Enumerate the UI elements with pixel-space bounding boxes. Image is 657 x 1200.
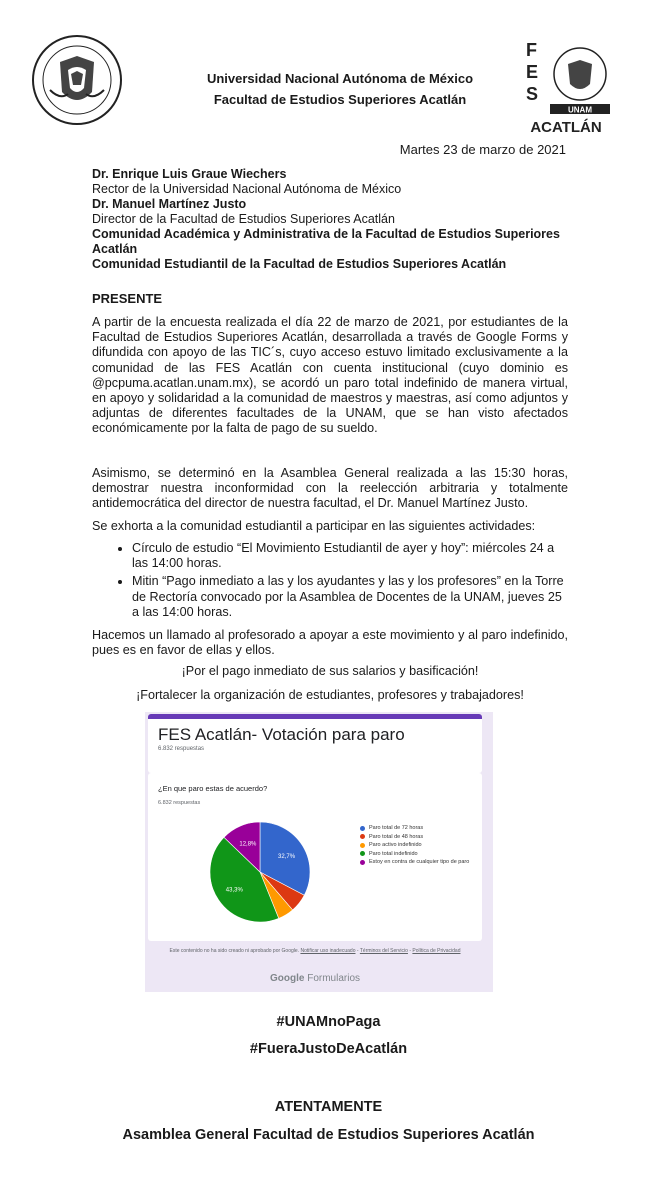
legend-label: Paro total de 48 horas [369,833,424,840]
legend-swatch [360,851,365,856]
recipient-name: Dr. Enrique Luis Graue Wiechers [92,167,287,181]
slogan: ¡Por el pago inmediato de sus salarios y basificación! [181,664,479,678]
recipients-block [92,167,572,272]
report-abuse-link[interactable]: Notificar uso inadecuado [300,948,356,954]
hashtag: #UNAMnoPaga [276,1014,381,1030]
closing: ATENTAMENTE [274,1099,383,1115]
chart-legend [360,824,470,867]
paragraph-exhort: Se exhorta a la comunidad estudiantil a participar en las siguientes actividades: [92,519,536,533]
legend-item [360,841,470,850]
fes-logo-letter-e: E [526,62,539,82]
activity-item: • Círculo de estudio “El Movimiento Estudiantil de ayer y hoy”: miércoles 24 a las 14:00 horas. [132,541,568,571]
fes-logo-letter-f: F [526,40,537,60]
google-wordmark: Google [269,973,305,984]
legend-swatch [360,860,365,865]
legend-label: Paro total de 72 horas [369,825,424,831]
legend-swatch [360,843,365,848]
legend-label: Paro total indefinido [369,850,418,857]
chart-question: ¿En que paro estas de acuerdo? [158,784,268,793]
activities-list [92,541,568,623]
legend-item [360,850,470,859]
slogan: ¡Fortalecer la organización de estudiantes, profesores y trabajadores! [136,688,524,702]
footer-disclaimer: Este contenido no ha sido creado ni aprobado por Google. [169,948,300,954]
signature: Asamblea General Facultad de Estudios Superiores Acatlán [122,1127,535,1143]
form-response-count: 6.832 respuestas [158,746,205,752]
paragraph-assembly: Asimismo, se determinó en la Asamblea General realizada a las 15:30 horas, demostrar nuestra inconformidad con la reelección arbitraria y totalmente antidemocrática del director de nuestra facultad, el Dr. Manuel Martínez Justo. [92,466,568,511]
paragraph-call: Hacemos un llamado al profesorado a apoyar a este movimiento y al paro indefinido, pues es en favor de ellas y ellos. [92,628,568,658]
recipient-community: Comunidad Académica y Administrativa de la Facultad de Estudios Superiores Acatlán [92,227,560,256]
fes-logo-letter-s: S [526,84,539,104]
pie-data-label: 43,3% [225,887,243,894]
fes-logo-campus: ACATLÁN [530,119,602,136]
university-name: Universidad Nacional Autónoma de México [206,71,474,86]
terms-link[interactable]: Términos del Servicio [359,948,408,954]
pie-chart [200,812,320,932]
recipient-name: Dr. Manuel Martínez Justo [92,197,247,211]
fes-logo-unam: UNAM [568,105,592,115]
fes-acatlan-logo [520,36,612,136]
legend-item [360,858,470,867]
faculty-name: Facultad de Estudios Superiores Acatlán [213,92,467,107]
paragraph-survey: A partir de la encuesta realizada el día 22 de marzo de 2021, por estudiantes de la Facultad de Estudios Superiores Acatlán, desarrollada a través de Google Forms y difundida con apoyo de las TIC´s, cuyo acceso estuvo limitado exclusivamente a la comunidad de las FES Acatlán con cuenta institucional (cuyo dominio es @pcpuma.acatlan.unam.mx), se acordó un paro total indefinido de manera virtual, en apoyo y solidaridad a la comunidad de maestros y maestras, así como adjuntos y adjuntas de diferentes facultades de la UNAM, que se han visto afectados económicamente por la falta de pago de su sueldo. [92,315,568,436]
hashtag: #FueraJustoDeAcatlán [249,1041,408,1057]
google-forms-logo [148,973,482,984]
chart-response-count: 6.832 respuestas [158,800,201,806]
forms-wordmark: Formularios [307,973,361,984]
form-footer-note: Este contenido no ha sido creado ni aprobado por Google. Notificar uso inadecuado - Términos del Servicio - Política de Privacidad [169,948,461,954]
unam-seal-logo [30,30,124,130]
legend-item [360,833,470,842]
legend-item [360,824,470,833]
recipient-title: Rector de la Universidad Nacional Autónoma de México [92,182,402,196]
letterhead-title [140,68,540,110]
legend-swatch [360,834,365,839]
legend-swatch [360,826,365,831]
pie-data-label: 32,7% [278,853,296,860]
salutation: PRESENTE [92,291,163,306]
activity-item: • Mitin “Pago inmediato a las y los ayudantes y las y los profesores” en la Torre de Rectoría convocado por la Asamblea de Docentes de la UNAM, jueves 25 a las 14:00 horas. [132,574,568,620]
privacy-link[interactable]: Política de Privacidad [412,948,461,954]
form-title: FES Acatlán- Votación para paro [158,725,405,744]
pie-data-label: 12,8% [239,841,257,848]
legend-label: Estoy en contra de cualquier tipo de paro [369,859,470,865]
recipient-title: Director de la Facultad de Estudios Superiores Acatlán [92,212,395,226]
letter-date: Martes 23 de marzo de 2021 [399,142,566,157]
legend-label: Paro activo indefinido [369,842,422,848]
recipient-community: Comunidad Estudiantil de la Facultad de Estudios Superiores Acatlán [92,257,507,271]
